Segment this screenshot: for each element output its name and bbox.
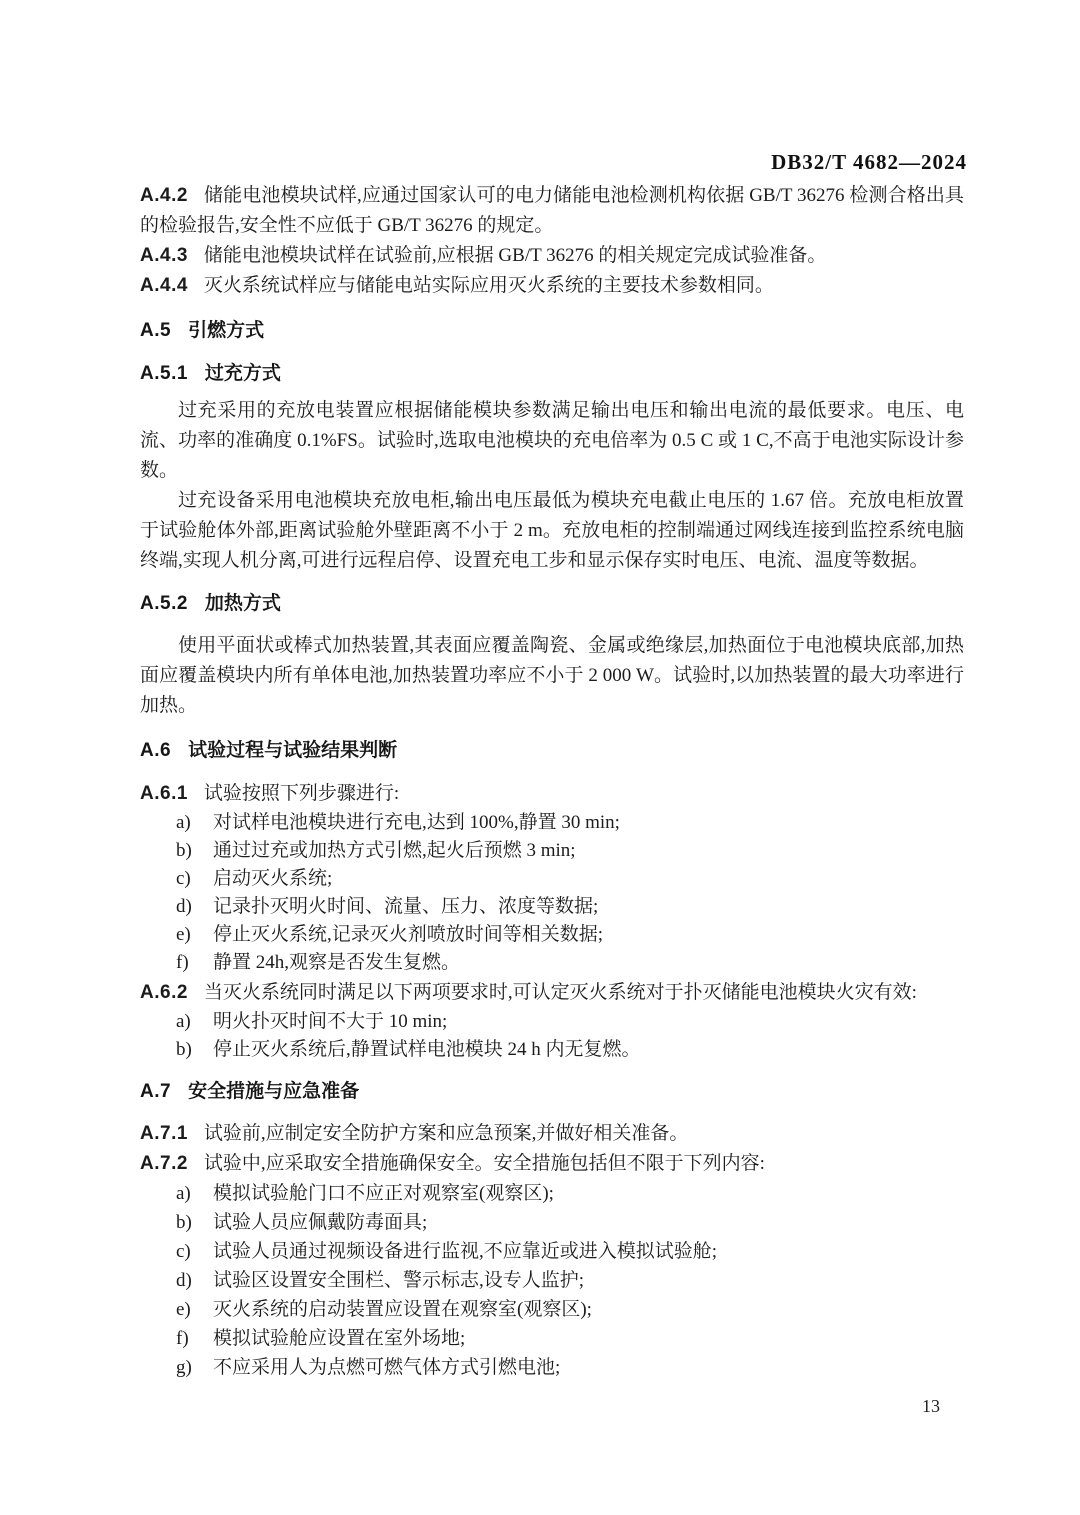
list-item-text: 停止灭火系统后,静置试样电池模块 24 h 内无复燃。 xyxy=(213,1039,641,1060)
clause-a6-1 xyxy=(140,779,964,809)
list-item-label: g) xyxy=(176,1357,192,1378)
clause-text: 试验按照下列步骤进行: xyxy=(203,783,400,804)
list-item xyxy=(140,865,964,893)
clause-text: 灭火系统试样应与储能电站实际应用灭火系统的主要技术参数相同。 xyxy=(203,275,774,296)
list-item-text: 试验区设置安全围栏、警示标志,设专人监护; xyxy=(213,1270,585,1291)
section-heading-a7 xyxy=(140,1077,964,1107)
list-item-label: d) xyxy=(176,896,192,917)
heading-number: A.7 xyxy=(140,1081,172,1102)
list-item-label: c) xyxy=(176,868,191,889)
list-item-text: 通过过充或加热方式引燃,起火后预燃 3 min; xyxy=(213,840,576,861)
list-item-label: f) xyxy=(176,952,189,973)
clause-text: 当灭火系统同时满足以下两项要求时,可认定灭火系统对于扑灭储能电池模块火灾有效: xyxy=(203,982,917,1003)
doc-code-header: DB32/T 4682—2024 xyxy=(771,150,967,174)
section-heading-a5-2 xyxy=(140,589,964,619)
list-item xyxy=(140,1266,964,1295)
paragraph-a5-1-2: 过充设备采用电池模块充放电柜,输出电压最低为模块充电截止电压的 1.67 倍。充放电柜放置于试验舱体外部,距离试验舱外壁距离不小于 2 m。充放电柜的控制端通过网线连接到监控系统电脑终端,实现人机分离,可进行远程启停、设置充电工步和显示保存实时电压、电流、温度等数据。 xyxy=(140,490,964,571)
section-heading-a6 xyxy=(140,736,964,766)
list-item xyxy=(140,921,964,949)
list-item-text: 停止灭火系统,记录灭火剂喷放时间等相关数据; xyxy=(213,924,604,945)
list-a6-1-steps xyxy=(140,809,964,977)
list-item xyxy=(140,893,964,921)
page-number: 13 xyxy=(922,1396,940,1416)
heading-number: A.5 xyxy=(140,320,172,341)
list-item-label: d) xyxy=(176,1270,192,1291)
list-item xyxy=(140,1324,964,1353)
paragraph-a5-2-1: 使用平面状或棒式加热装置,其表面应覆盖陶瓷、金属或绝缘层,加热面位于电池模块底部,加热面应覆盖模块内所有单体电池,加热装置功率应不小于 2 000 W。试验时,以加热装置的最大功率进行加热。 xyxy=(140,635,964,716)
list-a7-2-safety xyxy=(140,1179,964,1382)
clause-a7-2 xyxy=(140,1149,964,1179)
heading-title: 安全措施与应急准备 xyxy=(188,1081,360,1102)
list-item xyxy=(140,1237,964,1266)
list-item-text: 试验人员通过视频设备进行监视,不应靠近或进入模拟试验舱; xyxy=(213,1241,718,1262)
list-a6-2-criteria xyxy=(140,1008,964,1064)
list-item-text: 模拟试验舱门口不应正对观察室(观察区); xyxy=(213,1183,554,1204)
section-heading-a5 xyxy=(140,316,964,346)
clause-number: A.6.1 xyxy=(140,783,188,804)
list-item xyxy=(140,837,964,865)
list-item-text: 灭火系统的启动装置应设置在观察室(观察区); xyxy=(213,1299,592,1320)
clause-number: A.7.2 xyxy=(140,1153,188,1174)
list-item-label: b) xyxy=(176,840,192,861)
list-item-text: 明火扑灭时间不大于 10 min; xyxy=(213,1011,448,1032)
list-item-label: b) xyxy=(176,1039,192,1060)
clause-a4-3 xyxy=(140,241,964,271)
clause-text: 试验中,应采取安全措施确保安全。安全措施包括但不限于下列内容: xyxy=(203,1153,765,1174)
paragraph-a5-1-1: 过充采用的充放电装置应根据储能模块参数满足输出电压和输出电流的最低要求。电压、电流、功率的准确度 0.1%FS。试验时,选取电池模块的充电倍率为 0.5 C 或 1 C,不高于电池实际设计参数。 xyxy=(140,400,964,481)
list-item-label: e) xyxy=(176,924,191,945)
list-item-label: a) xyxy=(176,812,191,833)
section-heading-a5-1 xyxy=(140,359,964,389)
list-item-label: f) xyxy=(176,1328,189,1349)
clause-number: A.4.2 xyxy=(140,185,188,206)
list-item-text: 模拟试验舱应设置在室外场地; xyxy=(213,1328,466,1349)
clause-a4-2 xyxy=(140,181,964,241)
heading-number: A.6 xyxy=(140,740,172,761)
clause-number: A.6.2 xyxy=(140,982,188,1003)
clause-number: A.4.3 xyxy=(140,245,188,266)
heading-number: A.5.1 xyxy=(140,363,188,384)
list-item-label: b) xyxy=(176,1212,192,1233)
list-item xyxy=(140,1179,964,1208)
list-item xyxy=(140,1208,964,1237)
list-item-label: a) xyxy=(176,1183,191,1204)
heading-title: 试验过程与试验结果判断 xyxy=(188,740,398,761)
clause-a4-4 xyxy=(140,271,964,301)
list-item-text: 记录扑灭明火时间、流量、压力、浓度等数据; xyxy=(213,896,599,917)
clause-number: A.4.4 xyxy=(140,275,188,296)
list-item xyxy=(140,1353,964,1382)
list-item-label: c) xyxy=(176,1241,191,1262)
clause-number: A.7.1 xyxy=(140,1123,188,1144)
heading-title: 过充方式 xyxy=(204,363,281,384)
list-item xyxy=(140,1036,964,1064)
clause-text: 试验前,应制定安全防护方案和应急预案,并做好相关准备。 xyxy=(203,1123,689,1144)
heading-number: A.5.2 xyxy=(140,593,188,614)
heading-title: 加热方式 xyxy=(204,593,281,614)
clause-text: 储能电池模块试样,应通过国家认可的电力储能电池检测机构依据 GB/T 36276 检测合格出具的检验报告,安全性不应低于 GB/T 36276 的规定。 xyxy=(140,185,964,236)
list-item xyxy=(140,1008,964,1036)
clause-a7-1 xyxy=(140,1119,964,1149)
list-item-text: 试验人员应佩戴防毒面具; xyxy=(213,1212,428,1233)
list-item xyxy=(140,1295,964,1324)
list-item-text: 静置 24h,观察是否发生复燃。 xyxy=(213,952,461,973)
list-item xyxy=(140,809,964,837)
list-item-label: a) xyxy=(176,1011,191,1032)
heading-title: 引燃方式 xyxy=(188,320,265,341)
list-item-text: 不应采用人为点燃可燃气体方式引燃电池; xyxy=(213,1357,561,1378)
page-content xyxy=(140,181,964,1382)
list-item-text: 对试样电池模块进行充电,达到 100%,静置 30 min; xyxy=(213,812,620,833)
list-item xyxy=(140,949,964,977)
list-item-label: e) xyxy=(176,1299,191,1320)
clause-a6-2 xyxy=(140,978,964,1008)
list-item-text: 启动灭火系统; xyxy=(213,868,333,889)
clause-text: 储能电池模块试样在试验前,应根据 GB/T 36276 的相关规定完成试验准备。 xyxy=(203,245,827,266)
